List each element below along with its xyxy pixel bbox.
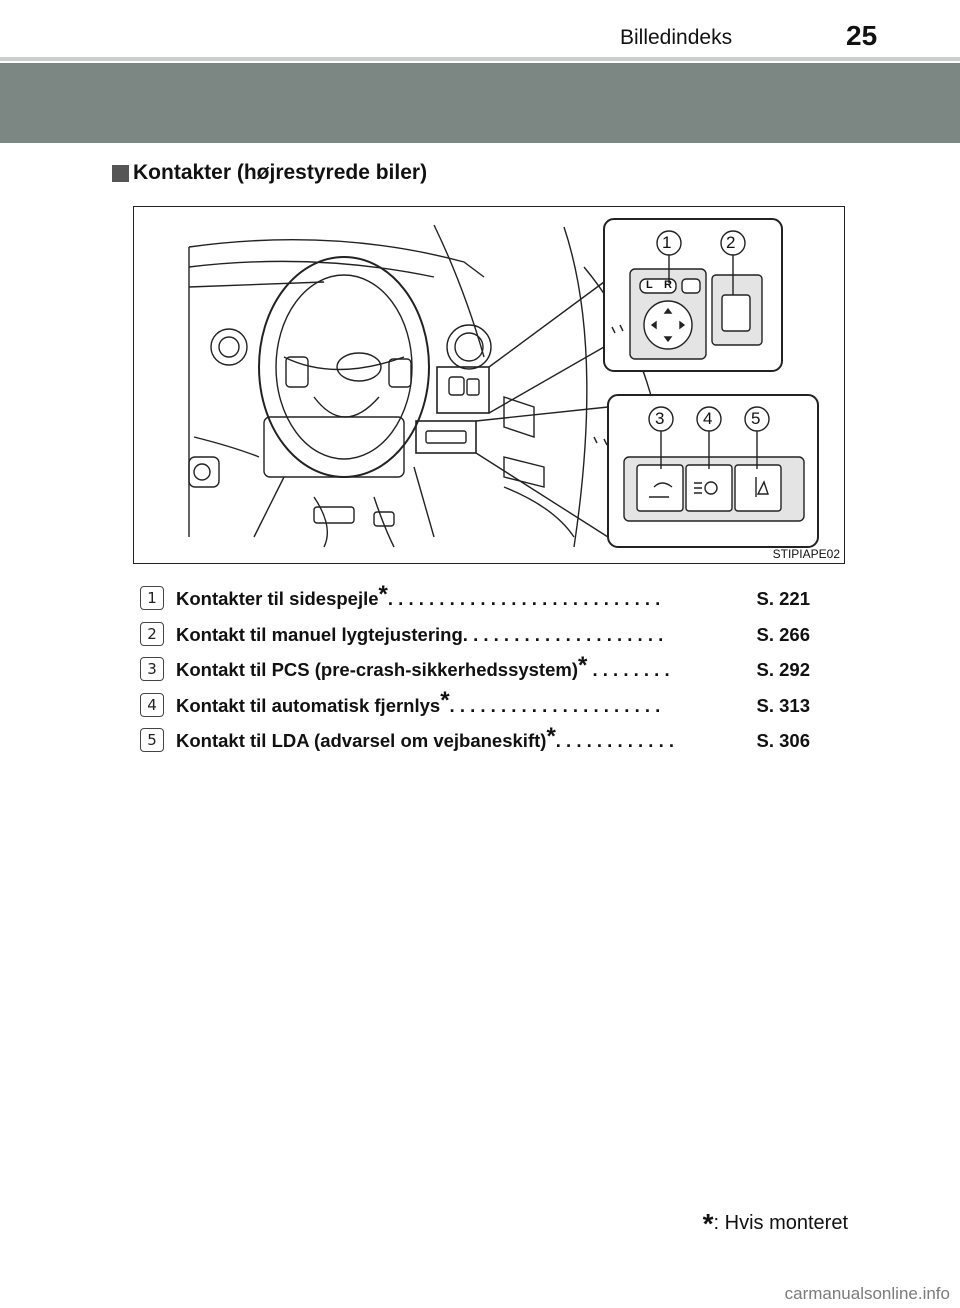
list-item (140, 687, 820, 729)
item-text: Kontakt til LDA (advarsel om vejbaneskift)*. . . . . . . . . . . . (176, 722, 674, 751)
header-rule (0, 57, 960, 61)
section-marker (112, 165, 129, 182)
item-number: 3 (140, 657, 164, 681)
item-number: 4 (140, 693, 164, 717)
list-item (140, 651, 820, 693)
item-page-ref[interactable]: S. 292 (756, 659, 810, 680)
item-number: 5 (140, 728, 164, 752)
list-item (140, 722, 820, 764)
item-number: 1 (140, 586, 164, 610)
callout-4: 4 (703, 409, 713, 428)
footnote-star: * (702, 1208, 714, 1239)
footnote-text: : Hvis monteret (713, 1212, 848, 1234)
callout-5: 5 (751, 409, 761, 428)
footnote (702, 1204, 848, 1239)
page-number: 25 (846, 20, 878, 51)
callout-2: 2 (726, 233, 736, 252)
header-band (0, 63, 960, 143)
dashboard-drawing (134, 207, 845, 564)
item-page-ref[interactable]: S. 306 (756, 730, 810, 751)
list-item (140, 580, 820, 622)
item-page-ref[interactable]: S. 266 (756, 623, 810, 645)
item-text: Kontakt til manuel lygtejustering. . . . . . . . . . . . . . . . . . . . (176, 623, 664, 645)
dashboard-illustration (133, 206, 845, 564)
switch-label-l: L (646, 279, 653, 291)
section-title: Kontakter (højrestyrede biler) (133, 161, 428, 184)
callout-1: 1 (662, 233, 672, 252)
list-item (140, 622, 820, 658)
item-page-ref[interactable]: S. 313 (756, 694, 810, 716)
watermark: carmanualsonline.info (784, 1284, 950, 1303)
callout-3: 3 (655, 409, 665, 428)
switch-label-r: R (664, 279, 672, 291)
switch-list (140, 580, 820, 764)
figure-code: STIPIAPE02 (772, 547, 840, 561)
item-text: Kontakt til PCS (pre-crash-sikkerhedssystem)* . . . . . . . . (176, 651, 670, 680)
item-page-ref[interactable]: S. 221 (756, 588, 810, 609)
item-number: 2 (140, 622, 164, 646)
item-text: Kontakt til automatisk fjernlys*. . . . . . . . . . . . . . . . . . . . . (176, 687, 661, 716)
header-title: Billedindeks (620, 26, 733, 49)
item-text: Kontakter til sidespejle*. . . . . . . . . . . . . . . . . . . . . . . . . . . (176, 580, 661, 609)
